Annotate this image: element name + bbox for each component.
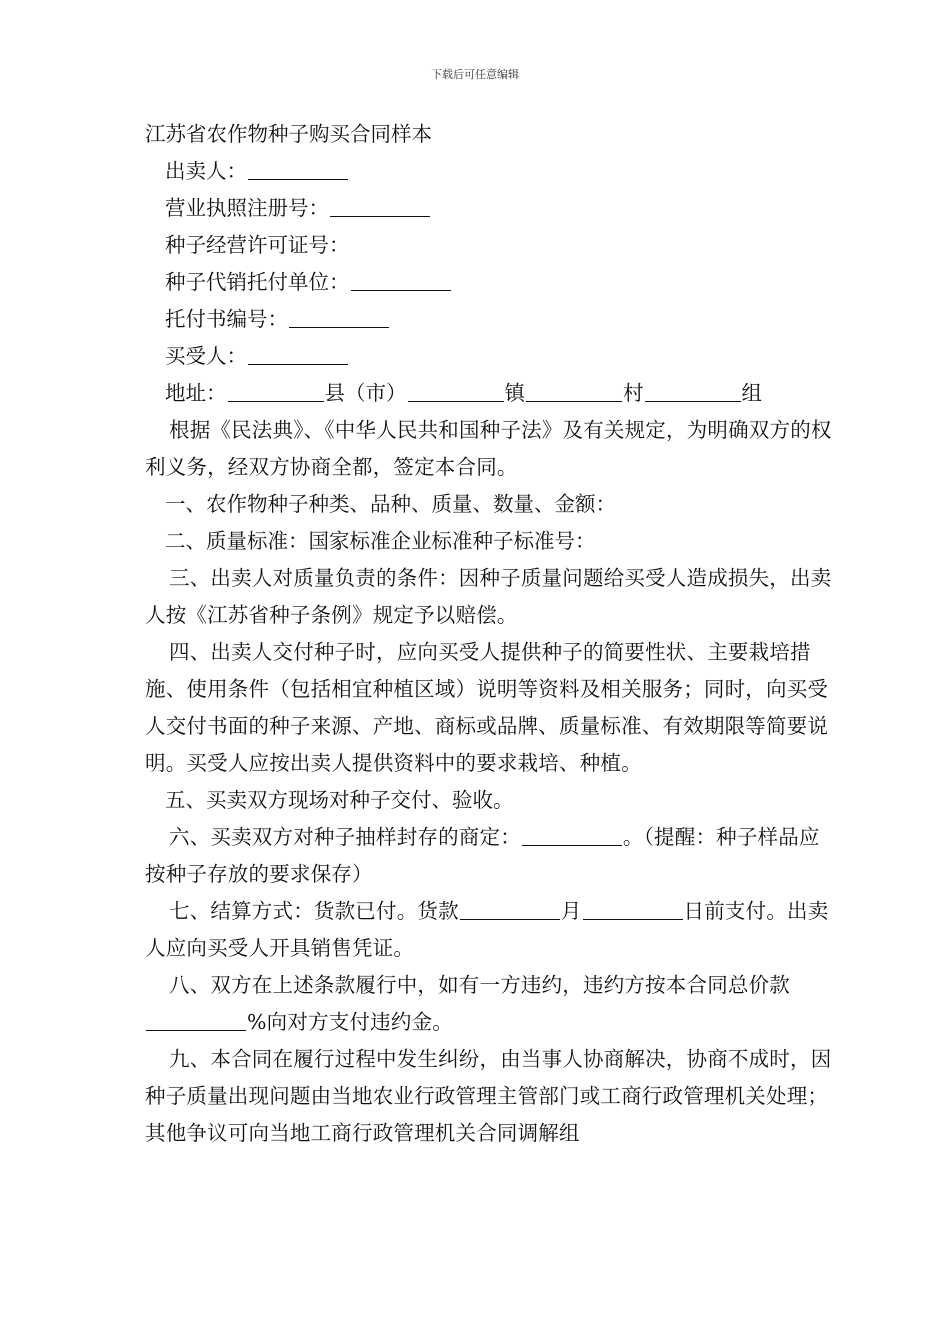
license-label: 营业执照注册号：: [165, 196, 329, 220]
license-field: [145, 190, 835, 227]
buyer-field: [145, 338, 835, 375]
clause-6-text-b: 。（提醒：种子样品应按种子存放的要求保存）: [145, 825, 820, 886]
penalty-percent-blank[interactable]: [146, 1010, 246, 1031]
clause-8-text-a: 八、双方在上述条款履行中，如有一方违约，违约方按本合同总价款: [169, 973, 790, 997]
clause-8: [145, 967, 835, 1041]
address-field: [145, 375, 835, 412]
clause-7-text-b: 月: [560, 899, 582, 923]
consign-unit-blank[interactable]: [351, 270, 451, 291]
group-blank[interactable]: [645, 381, 741, 402]
clause-6: [145, 819, 835, 893]
village-blank[interactable]: [526, 381, 622, 402]
group-label: 组: [741, 381, 762, 405]
clause-2: 二、质量标准：国家标准企业标准种子标准号：: [165, 529, 596, 553]
seed-permit-field: [145, 227, 835, 264]
clause-intro: 根据《民法典》、《中华人民共和国种子法》及有关规定，为明确双方的权利义务，经双方协商全都，签定本合同。: [145, 418, 832, 479]
address-label: 地址：: [165, 381, 227, 405]
payment-day-blank[interactable]: [583, 899, 683, 920]
county-blank[interactable]: [228, 381, 324, 402]
consign-no-label: 托付书编号：: [165, 307, 288, 331]
clause-1: 一、农作物种子种类、品种、质量、数量、金额：: [165, 492, 616, 516]
page-header-note: 下载后可任意编辑: [431, 68, 519, 81]
clause-8-text-b: %向对方支付违约金。: [247, 1010, 453, 1034]
document-title: 江苏省农作物种子购买合同样本: [145, 122, 432, 146]
sample-seal-blank[interactable]: [522, 825, 622, 846]
license-blank[interactable]: [330, 196, 430, 217]
consign-no-field: [145, 301, 835, 338]
clause-4: 四、出卖人交付种子时，应向买受人提供种子的简要性状、主要栽培措施、使用条件（包括相宜种植区域）说明等资料及相关服务；同时，向买受人交付书面的种子来源、产地、商标或品牌、质量标准、有效期限等简要说明。买受人应按出卖人提供资料中的要求栽培、种植。: [145, 640, 829, 775]
clause-7-text-c: 日前支付。出卖人应向买受人开具销售凭证。: [145, 899, 829, 960]
clause-5: 五、买卖双方现场对种子交付、验收。: [165, 788, 514, 812]
buyer-blank[interactable]: [248, 344, 348, 365]
payment-month-blank[interactable]: [460, 899, 560, 920]
seller-field: [145, 153, 835, 190]
consign-unit-field: [145, 264, 835, 301]
county-label: 县（市）: [324, 381, 407, 405]
contract-body: [145, 116, 835, 1152]
seller-label: 出卖人：: [165, 159, 247, 183]
clause-9: 九、本合同在履行过程中发生纠纷，由当事人协商解决，协商不成时，因种子质量出现问题由当地农业行政管理主管部门或工商行政管理机关处理；其他争议可向当地工商行政管理机关合同调解组: [145, 1047, 832, 1145]
clause-7: [145, 893, 835, 967]
clause-7-text-a: 七、结算方式：货款已付。货款: [169, 899, 459, 923]
consign-no-blank[interactable]: [289, 307, 389, 328]
town-label: 镇: [504, 381, 525, 405]
buyer-label: 买受人：: [165, 344, 247, 368]
town-blank[interactable]: [408, 381, 504, 402]
seed-permit-label: 种子经营许可证号：: [165, 233, 350, 257]
clause-3: 三、出卖人对质量负责的条件：因种子质量问题给买受人造成损失，出卖人按《江苏省种子条例》规定予以赔偿。: [145, 566, 832, 627]
seller-blank[interactable]: [248, 159, 348, 180]
clause-6-text-a: 六、买卖双方对种子抽样封存的商定：: [169, 825, 521, 849]
village-label: 村: [623, 381, 644, 405]
consign-unit-label: 种子代销托付单位：: [165, 270, 350, 294]
